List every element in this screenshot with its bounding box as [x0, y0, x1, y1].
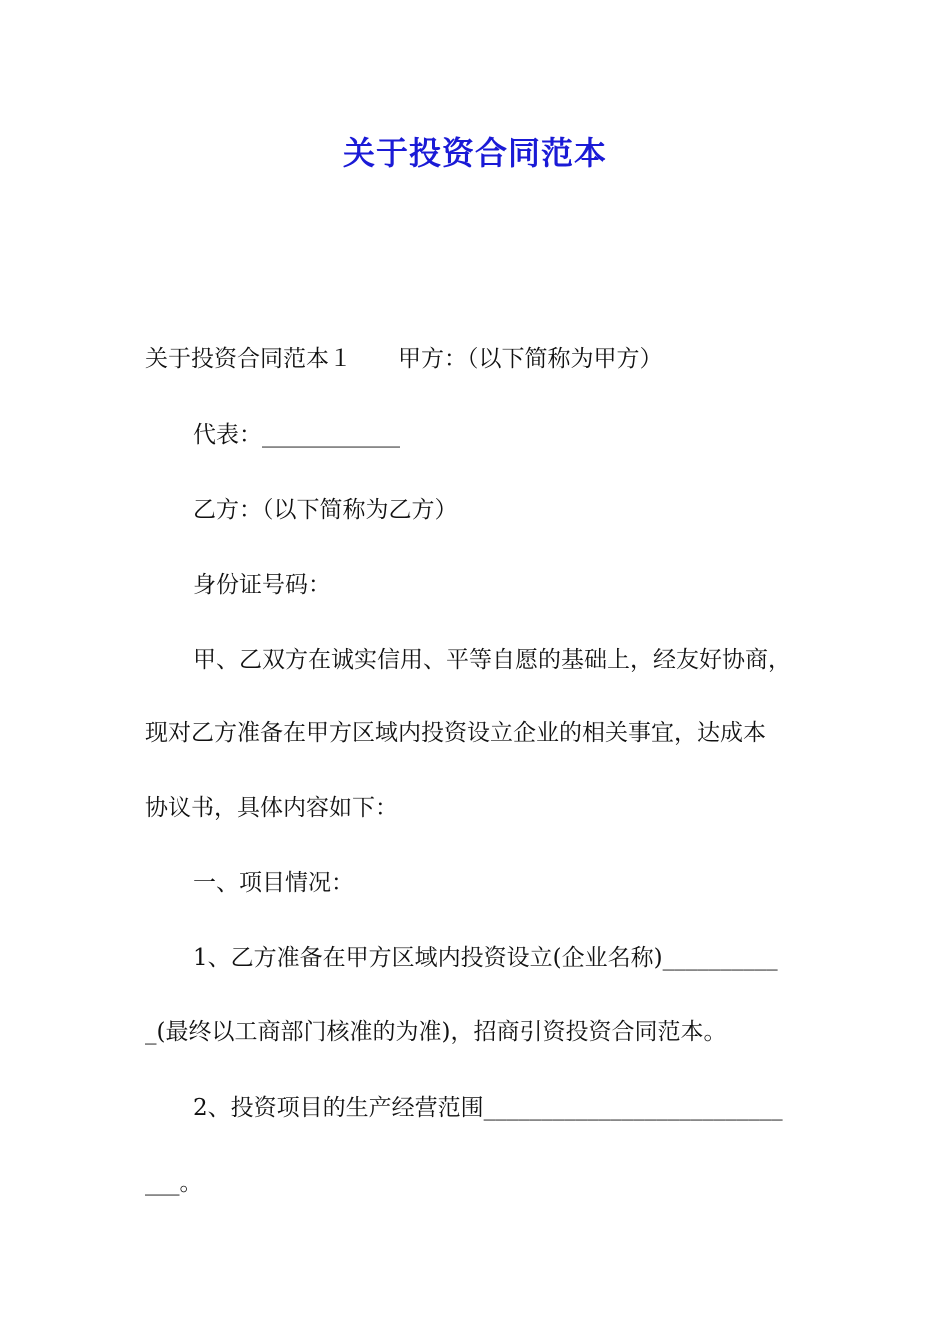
paragraph-line: ___。 [145, 1170, 203, 1196]
document-title: 关于投资合同范本 [342, 134, 607, 172]
paragraph-line: _(最终以工商部门核准的为准)，招商引资投资合同范本。 [145, 1019, 727, 1045]
representative-line: 代表：____________ [193, 422, 400, 448]
paragraph-line [145, 344, 663, 374]
paragraph-line: 2、投资项目的生产经营范围__________________________ [193, 1095, 783, 1121]
paragraph-line: 1、乙方准备在甲方区域内投资设立(企业名称)__________ [193, 945, 778, 971]
section-heading: 一、项目情况： [193, 870, 354, 896]
section-heading: 关于投资合同范本１ [145, 346, 352, 372]
id-number-line: 身份证号码： [193, 572, 331, 598]
paragraph-line: 协议书，具体内容如下： [145, 795, 398, 821]
paragraph-line: 现对乙方准备在甲方区域内投资设立企业的相关事宜，达成本 [145, 720, 766, 746]
party-a-text: 甲方：（以下简称为甲方） [398, 346, 663, 372]
paragraph-line: 甲、乙双方在诚实信用、平等自愿的基础上，经友好协商， [193, 647, 791, 673]
party-b-line: 乙方：（以下简称为乙方） [193, 497, 458, 523]
